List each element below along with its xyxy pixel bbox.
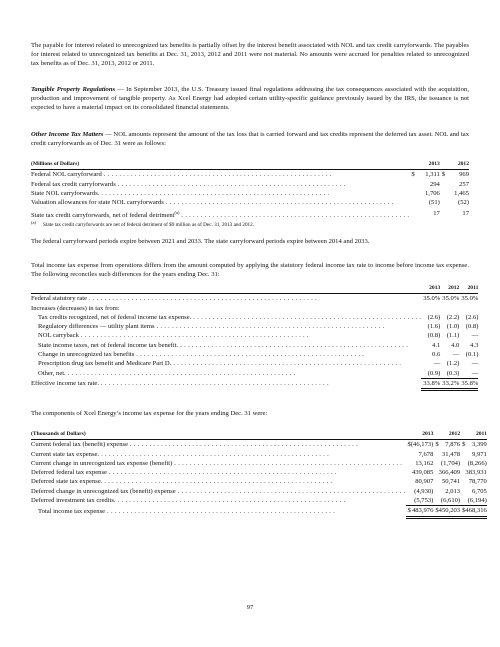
dollar-sign: $ — [406, 506, 411, 517]
table-header-row — [31, 160, 469, 170]
table-row — [31, 198, 469, 207]
cell-value: 31,478 — [441, 450, 461, 458]
table-row — [31, 304, 478, 313]
row-label-text: Current change in unrecognized tax expense (benefit) . . . — [31, 460, 402, 467]
cell-value: (51) — [428, 199, 440, 207]
row-label-text: Regulatory differences — utility plant items . . . — [38, 323, 384, 330]
table-row — [31, 331, 478, 340]
cell-value: 0.6 — [432, 351, 441, 359]
cell-value: (2.2) — [446, 313, 460, 321]
page-number: 97 — [246, 604, 254, 611]
table-header-row — [31, 430, 487, 440]
cell-value — [442, 304, 459, 313]
cell-value: — — [471, 360, 479, 368]
row-label — [31, 322, 421, 331]
row-label — [31, 468, 406, 477]
table-header-spacer — [440, 160, 447, 170]
cell-value: 7,876 — [445, 441, 461, 449]
cell-value: (0.8) — [465, 323, 479, 331]
cell-value: 294 — [429, 180, 440, 188]
row-label-text: Tax credits recognized, net of federal income tax expense. . . . — [38, 314, 421, 321]
dollar-sign: $ — [435, 441, 439, 449]
table-header-spacer — [409, 160, 416, 170]
cell-value: 4.1 — [432, 341, 441, 349]
cell-value: 2,013 — [445, 487, 461, 495]
cell-value: 17 — [433, 210, 440, 218]
dollar-sign — [440, 189, 447, 198]
dollar-sign: $ — [411, 171, 415, 179]
cell-value: (5,753) — [414, 497, 434, 505]
table-row — [31, 170, 469, 180]
table-row — [31, 496, 487, 506]
cell-value: 4.3 — [470, 341, 479, 349]
cell-value — [423, 304, 440, 313]
row-label-text: State tax credit carryforwards, net of federal detriment$^{(a)}$ . . . — [31, 212, 409, 219]
table-row — [31, 180, 469, 189]
cell-value: (8,266) — [467, 459, 487, 467]
text-other-income-tax: — NOL amounts represent the amount of the tax loss that is carried forward and tax credits represent the deferred tax asset. NOL and tax credit carryforwards as of Dec. 31 were as follows: — [31, 131, 470, 147]
table-row — [31, 189, 469, 198]
dollar-sign — [409, 180, 416, 189]
table-row — [31, 440, 487, 450]
row-label-text: Deferred state tax expense. . . . — [31, 478, 332, 485]
cell-value: (1.6) — [427, 323, 441, 331]
table-header-year: 2012 — [442, 284, 459, 294]
table-row — [31, 468, 487, 477]
cell-value: (6,194) — [467, 497, 487, 505]
table-header-year: 2012 — [446, 160, 469, 170]
table-header-year: 2013 — [416, 160, 440, 170]
dollar-sign — [409, 198, 416, 207]
cell-value: 483,976 — [411, 506, 434, 517]
dollar-sign — [409, 207, 416, 219]
cell-value: 35.0% — [461, 295, 479, 303]
row-label-text: Current federal tax (benefit) expense . . . — [31, 441, 358, 448]
cell-value: (0.8) — [427, 332, 441, 340]
cell-value: 439,085 — [411, 469, 434, 477]
cell-value: 35.0% — [442, 295, 460, 303]
row-label-text: Total income tax expense . . . — [38, 508, 335, 515]
cell-value: 80,907 — [415, 478, 434, 486]
cell-value: 17 — [462, 210, 469, 218]
row-label — [31, 369, 421, 379]
row-label-text: State NOL carryforwards. . . . — [31, 190, 329, 197]
cell-value: (52) — [458, 199, 469, 207]
cell-value: 468,316 — [465, 506, 486, 517]
row-label-text: Deferred change in unrecognized tax (benefit) expense . . . — [31, 488, 406, 495]
cell-value: 257 — [459, 180, 469, 188]
table-row — [31, 369, 478, 379]
footnote-text: State tax credit carryforwards are net of federal detriment of $9 million as of Dec. 31, 2013 and 2012. — [43, 222, 255, 228]
table-row — [31, 477, 487, 486]
dollar-sign: $ — [441, 171, 446, 179]
dollar-sign: $ — [462, 441, 466, 449]
cell-value: 366,409 — [438, 469, 461, 477]
row-label — [31, 294, 421, 304]
paragraph-rate-reconciliation-intro: Total income tax expense from operations differs from the amount computed by applying the statutory federal income tax rate to income before income tax expense. The following reconciles such differences for the years ending Dec. 31: — [31, 262, 469, 278]
row-label-text: Federal NOL carryforward . . . — [31, 171, 332, 178]
cell-value: — — [452, 351, 460, 359]
table-header-year: 2013 — [411, 430, 434, 440]
table-row — [31, 294, 478, 304]
row-label — [31, 496, 406, 506]
text-tangible-property: — In September 2013, the U.S. Treasury issued final regulations addressing the tax consequences associated with the acquisition, production and improvement of tangible property. As Xcel Energy had adopted certain utility-specific guidance previously issued by the IRS, the issuance is not expected to have a material impact on its consolidated financial statements. — [31, 86, 469, 111]
footnote-a — [31, 222, 254, 228]
row-label-text: Current state tax expense. . . . — [31, 451, 329, 458]
cell-value: (1.2) — [446, 360, 460, 368]
row-label-text: Other, net. . . . — [38, 370, 296, 377]
cell-value — [461, 304, 478, 313]
cell-value: 1,465 — [454, 189, 469, 197]
cell-value: 1,311 — [425, 171, 440, 179]
cell-value: 35.8% — [461, 378, 478, 389]
paragraph-interest-payable: The payable for interest related to unrecognized tax benefits is partially offset by the interest benefit associated with NOL and tax credit carryforwards. The payables for interest related to unrecognized tax benefits at Dec. 31, 2013, 2012 and 2011 were not material. No amounts were accrued for penalties related to unrecognized tax benefits as of Dec. 31, 2013, 2012 or 2011. — [31, 42, 469, 67]
row-label — [31, 313, 421, 322]
cell-value: (0.3) — [446, 369, 460, 377]
row-label — [31, 359, 421, 368]
dollar-sign — [440, 207, 447, 219]
row-label — [31, 459, 406, 468]
table-row — [31, 322, 478, 331]
row-label — [31, 487, 406, 496]
paragraph-components-intro: The components of Xcel Energy’s income tax expense for the years ending Dec. 31 were: — [31, 410, 268, 417]
cell-value: (0.9) — [427, 369, 441, 377]
heading-tangible-property: Tangible Property Regulations — [31, 86, 116, 93]
dollar-sign — [440, 180, 447, 189]
table-header-year: 2012 — [439, 430, 460, 440]
row-label — [31, 198, 409, 207]
cell-value: 50,741 — [441, 478, 461, 486]
cell-value: 969 — [459, 171, 469, 179]
row-label-text: State income taxes, net of federal income tax benefit. . . . — [38, 342, 408, 349]
row-label-text: Effective income tax rate. . . . — [31, 380, 329, 387]
cell-value: 3,399 — [472, 441, 487, 449]
row-label — [31, 378, 421, 389]
heading-other-income-tax: Other Income Tax Matters — [31, 131, 104, 138]
cell-value: 33.2% — [442, 378, 459, 389]
row-label-text: Deferred federal tax expense . . . — [31, 469, 337, 476]
dollar-sign — [440, 198, 447, 207]
table-header-year: 2011 — [461, 284, 478, 294]
table-row — [31, 459, 487, 468]
cell-value: (2.6) — [465, 313, 479, 321]
row-label — [31, 304, 421, 313]
dollar-sign: $ — [460, 506, 465, 517]
dollar-sign: $ — [433, 506, 438, 517]
footnote-mark: (a) — [31, 220, 37, 225]
row-label-text: NOL carryback . . . — [38, 332, 309, 339]
paragraph-other-income-tax — [31, 130, 469, 148]
cell-value: — — [471, 332, 479, 340]
cell-value: — — [471, 369, 479, 377]
cell-value: 450,203 — [439, 506, 460, 517]
cell-value: 13,162 — [415, 459, 434, 467]
cell-value: 9,971 — [472, 450, 487, 458]
row-label — [31, 506, 406, 517]
paragraph-tangible-property — [31, 85, 469, 112]
paragraph-carryforward-periods: The federal carryforward periods expire between 2021 and 2033. The state carryforward periods expire between 2014 and 2033. — [31, 238, 370, 245]
table-header-label: (Thousands of Dollars) — [31, 430, 406, 440]
table-header-row — [31, 284, 478, 294]
rate-reconciliation-table — [31, 284, 478, 391]
row-label — [31, 207, 409, 219]
row-label-text: Prescription drug tax benefit and Medicare Part D. . . . — [38, 360, 401, 367]
row-label — [31, 331, 421, 340]
table-header-label — [31, 284, 421, 294]
row-label-text: Federal statutory rate . . . — [31, 295, 317, 302]
footnote-reference: (a) — [174, 209, 180, 215]
row-label-text: Change in unrecognized tax benefits . . . — [38, 351, 364, 358]
cell-value: 1,706 — [425, 189, 440, 197]
table-row — [31, 450, 487, 459]
table-row — [31, 487, 487, 496]
table-header-label: (Millions of Dollars) — [31, 160, 409, 170]
cell-value: 6,705 — [472, 487, 487, 495]
cell-value: (46,173) — [410, 441, 434, 449]
cell-value: (1.1) — [446, 332, 460, 340]
dollar-sign: $ — [407, 441, 411, 449]
row-label — [31, 170, 409, 180]
table-row — [31, 350, 478, 359]
table-header-year: 2011 — [465, 430, 486, 440]
table-row — [31, 506, 487, 517]
cell-value: — — [433, 360, 441, 368]
cell-value: (1.0) — [446, 323, 460, 331]
row-label — [31, 341, 421, 350]
row-label — [31, 180, 409, 189]
table-row — [31, 341, 478, 350]
cell-value: 33.8% — [423, 378, 440, 389]
cell-value: (6,610) — [440, 497, 461, 505]
row-label — [31, 350, 421, 359]
cell-value: 7,678 — [418, 450, 434, 458]
cell-value: (1,704) — [440, 459, 461, 467]
dollar-sign — [409, 189, 416, 198]
row-label — [31, 450, 406, 459]
cell-value: 78,770 — [468, 478, 487, 486]
table-row — [31, 207, 469, 219]
cell-value: (2.6) — [427, 313, 441, 321]
row-label-text: Federal tax credit carryforwards . . . — [31, 181, 346, 188]
cell-value: 4.0 — [451, 341, 460, 349]
row-label-text: Valuation allowances for state NOL carryforwards . . . — [31, 199, 394, 206]
table-header-year: 2013 — [423, 284, 440, 294]
cell-value: (0.1) — [465, 351, 479, 359]
cell-value: 35.0% — [423, 295, 441, 303]
cell-value: 383,931 — [465, 469, 487, 477]
cell-value: (4,930) — [414, 487, 434, 495]
row-label — [31, 189, 409, 198]
row-label — [31, 440, 406, 450]
table-row — [31, 359, 478, 368]
table-row — [31, 313, 478, 322]
row-label-text: Deferred investment tax credits. . . . — [31, 497, 346, 504]
row-label-text: Increases (decreases) in tax from: — [31, 304, 120, 312]
carryforwards-table — [31, 160, 469, 220]
table-row — [31, 378, 478, 389]
income-tax-components-table — [31, 430, 487, 519]
row-label — [31, 477, 406, 486]
